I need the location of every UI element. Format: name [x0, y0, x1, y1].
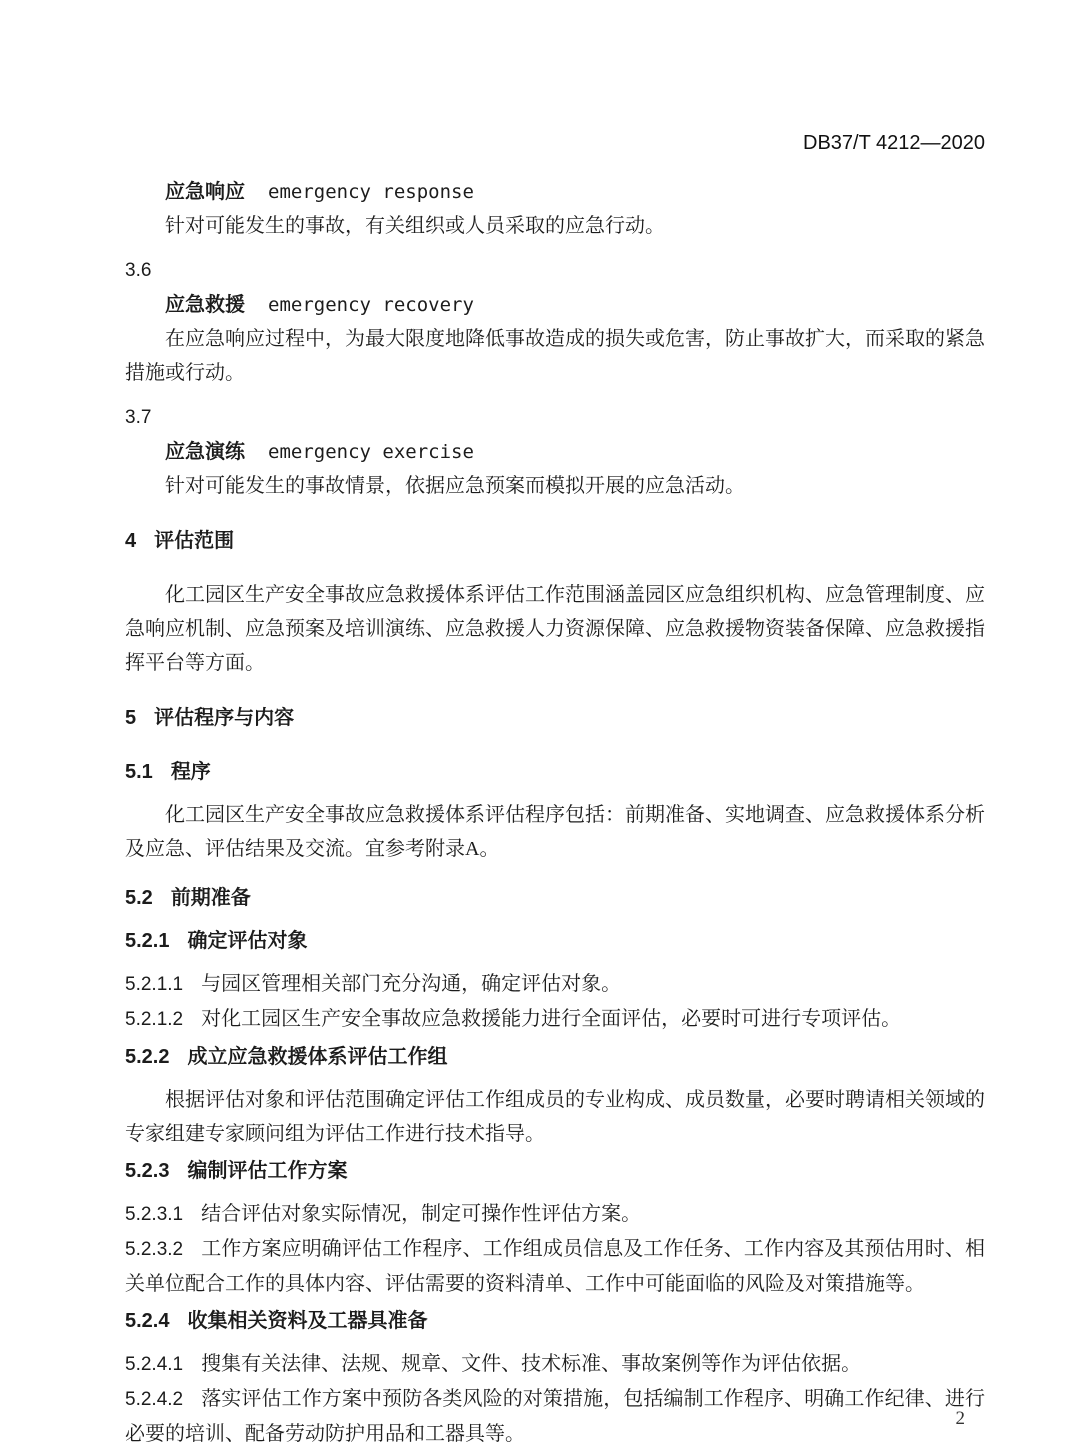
section-title: 收集相关资料及工器具准备 [187, 1310, 428, 1332]
clause-5-2-4-1 [125, 1347, 985, 1382]
term-zh: 应急演练 [165, 441, 245, 463]
page-number: 2 [955, 1408, 965, 1429]
section-title: 程序 [170, 761, 211, 783]
clause-text: 工作方案应明确评估工作程序、工作组成员信息及工作任务、工作内容及其预估用时、相关单位配合工作的具体内容、评估需要的资料清单、工作中可能面临的风险及对策措施等。 [125, 1238, 985, 1295]
term-en: emergency response [268, 181, 474, 203]
term-definition: 针对可能发生的事故情景，依据应急预案而模拟开展的应急活动。 [165, 475, 745, 497]
term-line [125, 288, 985, 322]
term-zh: 应急响应 [165, 181, 245, 203]
clause-number: 5.2.3.1 [125, 1204, 184, 1225]
term-block [125, 401, 985, 503]
clause-number: 5.2.4.2 [125, 1389, 184, 1410]
clause-text: 与园区管理相关部门充分沟通，确定评估对象。 [201, 973, 622, 995]
clause-text: 对化工园区生产安全事故应急救援能力进行全面评估，必要时可进行专项评估。 [201, 1008, 902, 1030]
clause-number: 5.2.3.2 [125, 1239, 184, 1260]
section-heading-5-2 [125, 881, 985, 915]
section-heading-4 [125, 524, 985, 558]
clause-text: 搜集有关法律、法规、规章、文件、技术标准、事故案例等作为评估依据。 [201, 1353, 862, 1375]
section-heading-5-1 [125, 755, 985, 789]
section-number: 5.2.4 [125, 1310, 170, 1332]
clause-5-2-3-2 [125, 1232, 985, 1301]
clause-number: 5.2.1.1 [125, 974, 184, 995]
section-number: 5 [125, 707, 137, 729]
section-5-1-body: 化工园区生产安全事故应急救援体系评估程序包括：前期准备、实地调查、应急救援体系分析及应急、评估结果及交流。宜参考附录A。 [125, 804, 985, 860]
clause-text: 结合评估对象实际情况，制定可操作性评估方案。 [201, 1203, 642, 1225]
section-5-2-2-body: 根据评估对象和评估范围确定评估工作组成员的专业构成、成员数量，必要时聘请相关领域的专家组建专家顾问组为评估工作进行技术指导。 [125, 1089, 985, 1145]
clause-5-2-1-2 [125, 1002, 985, 1037]
clause-number: 5.2.4.1 [125, 1354, 184, 1375]
standard-code-header: DB37/T 4212—2020 [803, 132, 985, 154]
section-4-body: 化工园区生产安全事故应急救援体系评估工作范围涵盖园区应急组织机构、应急管理制度、应急响应机制、应急预案及培训演练、应急救援人力资源保障、应急救援物资装备保障、应急救援指挥平台等方面。 [125, 584, 985, 674]
clause-5-2-1-1 [125, 967, 985, 1002]
clause-5-2-4-2 [125, 1382, 985, 1451]
term-zh: 应急救援 [165, 294, 245, 316]
term-block [125, 254, 985, 390]
section-title: 评估范围 [154, 530, 235, 552]
section-title: 编制评估工作方案 [187, 1160, 348, 1182]
section-number: 5.1 [125, 761, 153, 783]
term-en: emergency recovery [268, 294, 474, 316]
section-title: 确定评估对象 [187, 930, 308, 952]
section-title: 前期准备 [170, 887, 251, 909]
section-heading-5-2-3 [125, 1154, 985, 1188]
section-number: 5.2.2 [125, 1046, 170, 1068]
term-en: emergency exercise [268, 441, 474, 463]
section-number: 5.2.3 [125, 1160, 170, 1182]
term-definition: 针对可能发生的事故，有关组织或人员采取的应急行动。 [165, 215, 665, 237]
section-number: 4 [125, 530, 137, 552]
clause-text: 落实评估工作方案中预防各类风险的对策措施，包括编制工作程序、明确工作纪律、进行必要的培训、配备劳动防护用品和工器具等。 [125, 1388, 985, 1445]
clause-number: 3.7 [125, 407, 152, 428]
term-definition: 在应急响应过程中，为最大限度地降低事故造成的损失或危害，防止事故扩大，而采取的紧急措施或行动。 [125, 328, 985, 384]
clause-number: 3.6 [125, 260, 152, 281]
section-number: 5.2.1 [125, 930, 170, 952]
section-heading-5-2-2 [125, 1040, 985, 1074]
term-line [125, 435, 985, 469]
term-line [125, 175, 985, 209]
section-number: 5.2 [125, 887, 153, 909]
section-heading-5 [125, 701, 985, 735]
section-heading-5-2-4 [125, 1304, 985, 1338]
section-title: 评估程序与内容 [154, 707, 295, 729]
section-title: 成立应急救援体系评估工作组 [187, 1046, 448, 1068]
section-heading-5-2-1 [125, 924, 985, 958]
term-block [125, 175, 985, 243]
clause-number: 5.2.1.2 [125, 1009, 184, 1030]
clause-5-2-3-1 [125, 1197, 985, 1232]
